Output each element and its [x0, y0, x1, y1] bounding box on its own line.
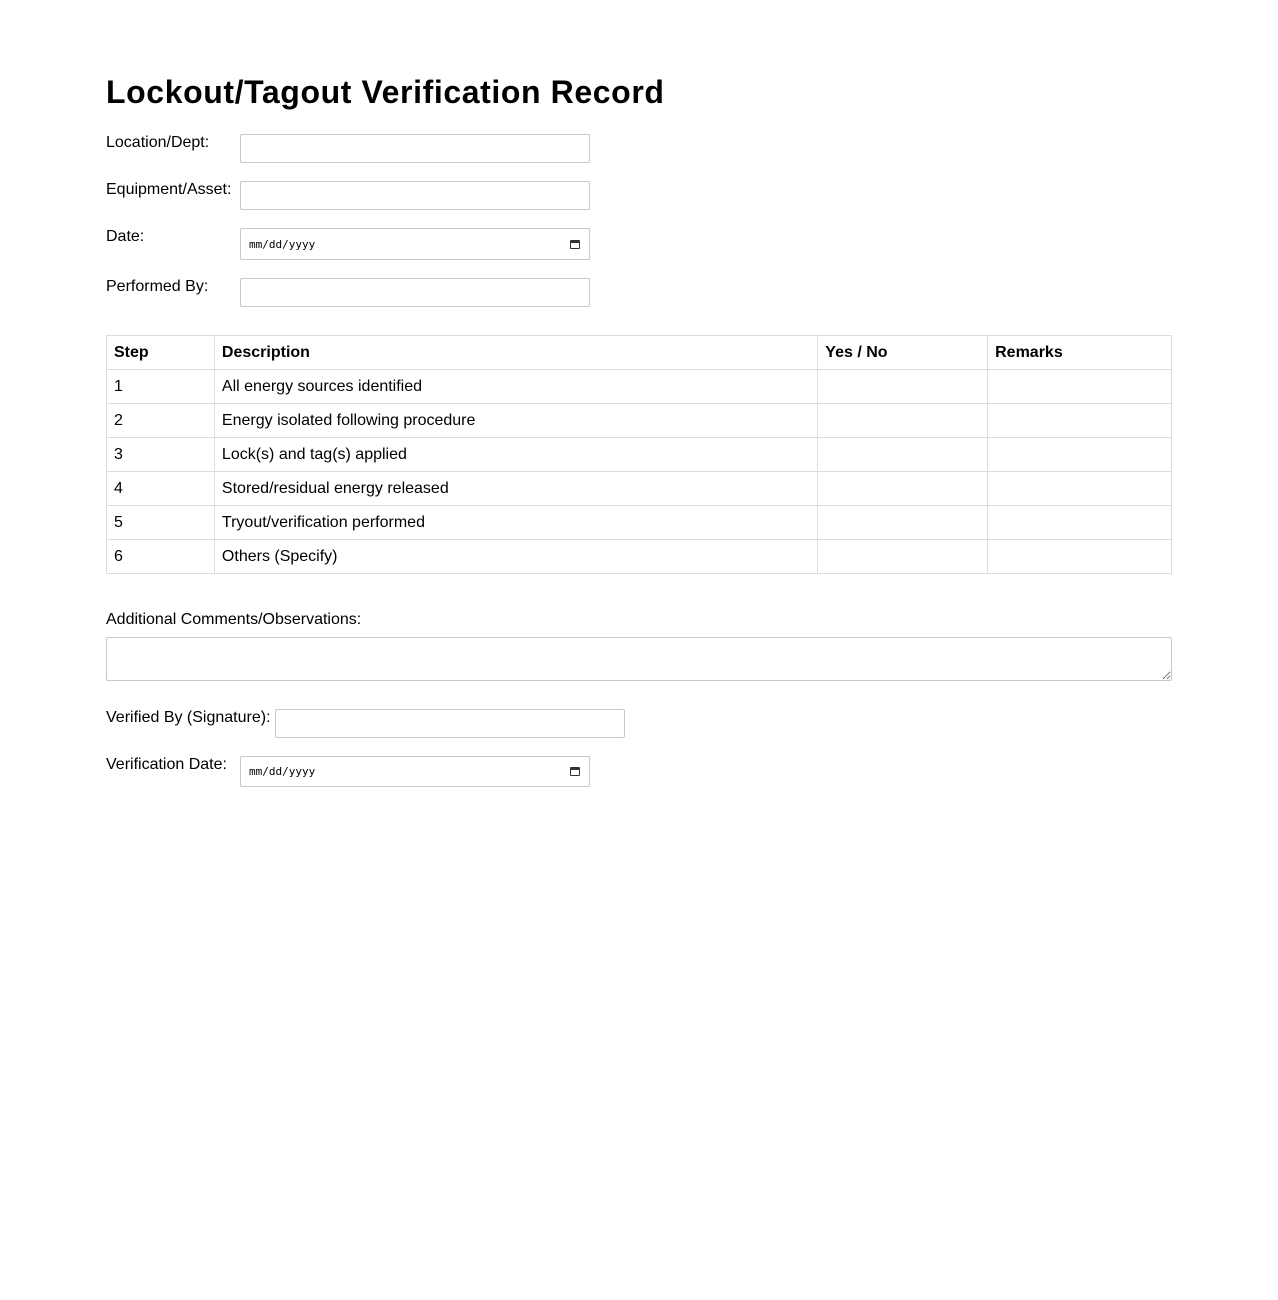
verification-date-placeholder: mm/dd/yyyy: [249, 765, 316, 778]
verified-by-input[interactable]: [275, 709, 625, 738]
step-cell: 1: [107, 370, 215, 404]
table-row: [107, 404, 1172, 438]
table-header-row: [107, 336, 1172, 370]
comments-label: Additional Comments/Observations:: [106, 611, 362, 628]
yes-no-cell[interactable]: [818, 370, 988, 404]
page-title: Lockout/Tagout Verification Record: [106, 74, 665, 110]
step-cell: 4: [107, 472, 215, 506]
remarks-cell[interactable]: [988, 370, 1172, 404]
verified-by-label: Verified By (Signature):: [106, 709, 271, 726]
yes-no-cell[interactable]: [818, 506, 988, 540]
table-row: [107, 370, 1172, 404]
description-cell: Others (Specify): [214, 540, 817, 574]
description-cell: Energy isolated following procedure: [214, 404, 817, 438]
date-input[interactable]: [240, 228, 590, 260]
table-row: [107, 540, 1172, 574]
location-input[interactable]: [240, 134, 590, 163]
remarks-cell[interactable]: [988, 472, 1172, 506]
remarks-cell[interactable]: [988, 404, 1172, 438]
calendar-icon[interactable]: [570, 240, 580, 249]
description-cell: Stored/residual energy released: [214, 472, 817, 506]
yes-no-cell[interactable]: [818, 472, 988, 506]
step-cell: 2: [107, 404, 215, 438]
verification-date-input[interactable]: [240, 756, 590, 787]
equipment-label: Equipment/Asset:: [106, 181, 232, 198]
verification-date-label: Verification Date:: [106, 756, 227, 773]
performed-by-input[interactable]: [240, 278, 590, 307]
step-cell: 5: [107, 506, 215, 540]
date-placeholder: mm/dd/yyyy: [249, 237, 316, 251]
table-row: [107, 438, 1172, 472]
location-label: Location/Dept:: [106, 134, 210, 151]
comments-textarea[interactable]: [106, 637, 1172, 681]
description-cell: Lock(s) and tag(s) applied: [214, 438, 817, 472]
yes-no-cell[interactable]: [818, 404, 988, 438]
step-cell: 3: [107, 438, 215, 472]
remarks-cell[interactable]: [988, 506, 1172, 540]
table-row: [107, 472, 1172, 506]
description-cell: Tryout/verification performed: [214, 506, 817, 540]
header-step: Step: [107, 336, 215, 370]
remarks-cell[interactable]: [988, 540, 1172, 574]
yes-no-cell[interactable]: [818, 438, 988, 472]
header-description: Description: [214, 336, 817, 370]
verification-table: [106, 335, 1172, 574]
table-row: [107, 506, 1172, 540]
step-cell: 6: [107, 540, 215, 574]
header-yes-no: Yes / No: [818, 336, 988, 370]
description-cell: All energy sources identified: [214, 370, 817, 404]
date-label: Date:: [106, 228, 145, 245]
equipment-input[interactable]: [240, 181, 590, 210]
yes-no-cell[interactable]: [818, 540, 988, 574]
performed-by-label: Performed By:: [106, 278, 209, 295]
calendar-icon[interactable]: [570, 767, 580, 776]
remarks-cell[interactable]: [988, 438, 1172, 472]
header-remarks: Remarks: [988, 336, 1172, 370]
